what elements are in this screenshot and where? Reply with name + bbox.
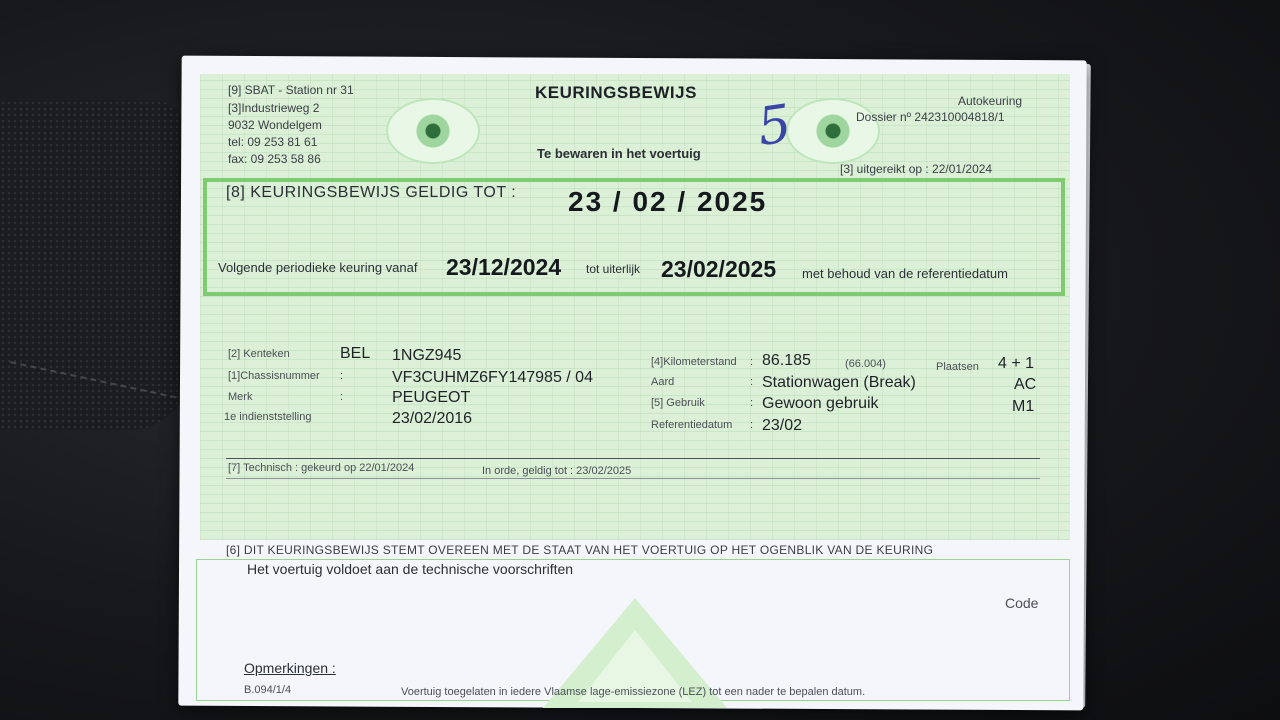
station-fax: fax: 09 253 58 86	[228, 152, 321, 166]
km-value: 86.185	[762, 352, 811, 369]
document-title: KEURINGSBEWIJS	[535, 83, 697, 102]
category-value: M1	[1012, 398, 1035, 415]
kind-label: Aard	[651, 376, 675, 388]
first-registration-label: 1e indienststelling	[224, 411, 312, 423]
use-label: [5] Gebruik	[651, 397, 705, 409]
technical-inspection: [7] Technisch : gekeurd op 22/01/2024	[228, 462, 415, 474]
divider-line	[226, 458, 1040, 459]
kind-colon: :	[750, 376, 754, 388]
remark-code: B.094/1/4	[244, 684, 292, 696]
plate-value: 1NGZ945	[392, 347, 462, 364]
code-label: Code	[1005, 595, 1039, 611]
km-previous: (66.004)	[845, 358, 886, 370]
chassis-colon: :	[340, 370, 344, 382]
validity-label: [8] KEURINGSBEWIJS GELDIG TOT :	[226, 184, 517, 201]
issue-date: [3] uitgereikt op : 22/01/2024	[840, 162, 993, 176]
handwritten-mark: 5	[753, 93, 796, 159]
next-inspection-prefix: Volgende periodieke keuring vanaf	[218, 260, 418, 275]
station-city: 9032 Wondelgem	[228, 118, 322, 132]
station-address: [3]Industrieweg 2	[228, 101, 320, 115]
eye-logo-icon	[786, 98, 880, 164]
technical-status: In orde, geldig tot : 23/02/2025	[482, 465, 632, 477]
document-subtitle: Te bewaren in het voertuig	[537, 146, 701, 161]
dossier-number: Dossier nº 242310004818/1	[856, 110, 1005, 124]
next-inspection-mid: tot uiterlijk	[586, 262, 641, 276]
brand-colon: :	[340, 391, 344, 403]
plate-label: [2] Kenteken	[228, 348, 290, 360]
divider-line	[226, 478, 1040, 479]
chassis-label: [1]Chassisnummer	[228, 370, 320, 382]
refdate-label: Referentiedatum	[651, 419, 733, 431]
seats-value: 4 + 1	[998, 355, 1035, 372]
remark-text: Voertuig toegelaten in iedere Vlaamse lage-emissiezone (LEZ) tot een nader te bepalen datum.	[401, 686, 866, 698]
plate-country: BEL	[340, 345, 371, 362]
first-registration-value: 23/02/2016	[392, 410, 473, 427]
next-inspection-from: 23/12/2024	[446, 254, 562, 280]
inspection-type: Autokeuring	[958, 94, 1023, 108]
refdate-value: 23/02	[762, 417, 803, 434]
conformity-result: Het voertuig voldoet aan de technische voorschriften	[247, 561, 574, 577]
station-name: [9] SBAT - Station nr 31	[228, 83, 354, 97]
km-colon: :	[750, 356, 754, 368]
use-colon: :	[750, 397, 754, 409]
km-label: [4]Kilometerstand	[651, 356, 737, 368]
conformity-statement: [6] DIT KEURINGSBEWIJS STEMT OVEREEN MET DE STAAT VAN HET VOERTUIG OP HET OGENBLIK VAN DE KEURING	[226, 543, 934, 557]
station-phone: tel: 09 253 81 61	[228, 135, 318, 149]
use-value: Gewoon gebruik	[762, 395, 879, 412]
brand-label: Merk	[228, 391, 253, 403]
ac-value: AC	[1014, 376, 1037, 393]
eye-logo-icon	[386, 98, 480, 164]
chassis-value: VF3CUHMZ6FY147985 / 04	[392, 369, 593, 386]
seats-label: Plaatsen	[936, 361, 979, 373]
remarks-label: Opmerkingen :	[244, 660, 336, 676]
next-inspection-suffix: met behoud van de referentiedatum	[802, 266, 1008, 281]
kind-value: Stationwagen (Break)	[762, 374, 916, 391]
refdate-colon: :	[750, 419, 754, 431]
brand-value: PEUGEOT	[392, 389, 471, 406]
validity-date: 23 / 02 / 2025	[568, 186, 768, 217]
next-inspection-until: 23/02/2025	[661, 256, 777, 282]
